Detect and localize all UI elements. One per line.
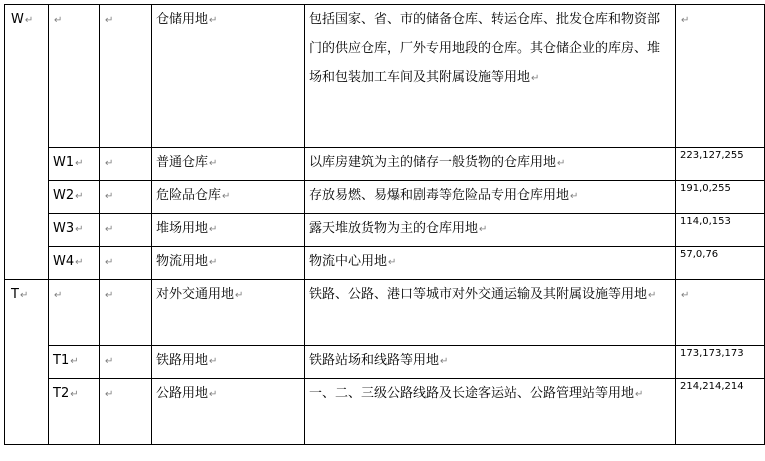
rgb-cell: 114,0,153 bbox=[676, 214, 765, 247]
minor-code-cell: ↵ bbox=[100, 379, 152, 445]
table-row bbox=[5, 214, 765, 247]
rgb-cell: 223,127,255 bbox=[676, 148, 765, 181]
table-row bbox=[5, 379, 765, 445]
sub-code-cell: W3↵ bbox=[49, 214, 100, 247]
description-cell: 存放易燃、易爆和剧毒等危险品专用仓库用地↵ bbox=[305, 181, 676, 214]
rgb-cell: 191,0,255 bbox=[676, 181, 765, 214]
table-row bbox=[5, 346, 765, 379]
description-cell: 铁路、公路、港口等城市对外交通运输及其附属设施等用地↵ bbox=[305, 280, 676, 346]
minor-code-cell: ↵ bbox=[100, 247, 152, 280]
category-name-cell: 仓储用地↵ bbox=[152, 5, 305, 148]
category-name-cell: 危险品仓库↵ bbox=[152, 181, 305, 214]
description-cell: 露天堆放货物为主的仓库用地↵ bbox=[305, 214, 676, 247]
table-row bbox=[5, 5, 765, 148]
category-name-cell: 铁路用地↵ bbox=[152, 346, 305, 379]
description-cell: 以库房建筑为主的储存一般货物的仓库用地↵ bbox=[305, 148, 676, 181]
minor-code-cell: ↵ bbox=[100, 181, 152, 214]
sub-code-cell: T2↵ bbox=[49, 379, 100, 445]
minor-code-cell: ↵ bbox=[100, 214, 152, 247]
category-name-cell: 物流用地↵ bbox=[152, 247, 305, 280]
description-cell: 物流中心用地↵ bbox=[305, 247, 676, 280]
description-cell: 包括国家、省、市的储备仓库、转运仓库、批发仓库和物资部门的供应仓库，厂外专用地段的仓库。其仓储企业的库房、堆场和包装加工车间及其附属设施等用地↵ bbox=[305, 5, 676, 148]
table-row bbox=[5, 181, 765, 214]
table-row bbox=[5, 148, 765, 181]
category-name-cell: 堆场用地↵ bbox=[152, 214, 305, 247]
rgb-cell: 173,173,173 bbox=[676, 346, 765, 379]
land-use-table bbox=[4, 4, 765, 445]
minor-code-cell: ↵ bbox=[100, 148, 152, 181]
sub-code-cell: ↵ bbox=[49, 5, 100, 148]
category-name-cell: 普通仓库↵ bbox=[152, 148, 305, 181]
category-name-cell: 公路用地↵ bbox=[152, 379, 305, 445]
minor-code-cell: ↵ bbox=[100, 346, 152, 379]
description-cell: 铁路站场和线路等用地↵ bbox=[305, 346, 676, 379]
rgb-cell: ↵ bbox=[676, 280, 765, 346]
sub-code-cell: W4↵ bbox=[49, 247, 100, 280]
sub-code-cell: ↵ bbox=[49, 280, 100, 346]
rgb-cell: 57,0,76 bbox=[676, 247, 765, 280]
sub-code-cell: W1↵ bbox=[49, 148, 100, 181]
sub-code-cell: T1↵ bbox=[49, 346, 100, 379]
description-cell: 一、二、三级公路线路及长途客运站、公路管理站等用地↵ bbox=[305, 379, 676, 445]
sub-code-cell: W2↵ bbox=[49, 181, 100, 214]
category-name-cell: 对外交通用地↵ bbox=[152, 280, 305, 346]
major-code-cell: W↵ bbox=[5, 5, 49, 280]
rgb-cell: ↵ bbox=[676, 5, 765, 148]
table-row bbox=[5, 247, 765, 280]
table-row bbox=[5, 280, 765, 346]
rgb-cell: 214,214,214 bbox=[676, 379, 765, 445]
minor-code-cell: ↵ bbox=[100, 5, 152, 148]
major-code-cell: T↵ bbox=[5, 280, 49, 445]
minor-code-cell: ↵ bbox=[100, 280, 152, 346]
